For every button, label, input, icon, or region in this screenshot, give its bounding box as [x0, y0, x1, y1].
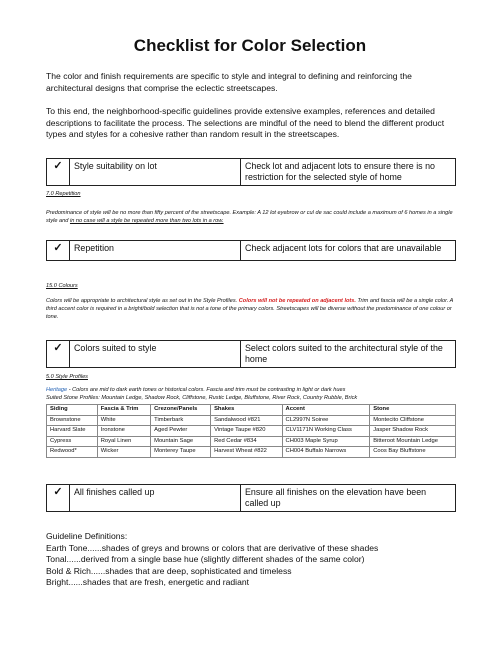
column-header: Crezone/Panels: [151, 405, 211, 416]
checklist-action: Check lot and adjacent lots to ensure there is no restriction for the selected style of home: [241, 159, 456, 186]
table-cell: Coos Bay Bluffstone: [370, 447, 456, 458]
column-header: Fascia & Trim: [97, 405, 150, 416]
intro-paragraph-1: The color and finish requirements are specific to style and integral to defining and reinforcing the architectural designs that comprise the eclectic streetscapes.: [46, 71, 412, 93]
checklist-label: All finishes called up: [70, 485, 241, 512]
section-heading-profiles: 5.0 Style Profiles: [46, 374, 88, 380]
checklist-row-repetition: [46, 240, 456, 261]
checklist-action: Ensure all finishes on the elevation have been called up: [241, 485, 456, 512]
table-cell: Vintage Taupe #820: [211, 426, 282, 437]
section-heading-colours: 15.0 Colours: [46, 283, 78, 289]
table-cell: Harvest Wheat #822: [211, 447, 282, 458]
table-body: [47, 415, 456, 457]
repetition-note: [46, 209, 458, 225]
table-row: [47, 436, 456, 447]
table-cell: CH004 Buffalo Narrows: [282, 447, 370, 458]
definition-item: Tonal......derived from a single base hue (slightly different shades of the same color): [46, 554, 365, 565]
guideline-definitions: [46, 531, 466, 589]
colours-note: [46, 297, 458, 321]
heritage-note: [46, 387, 458, 402]
check-mark-icon: ✓: [47, 241, 70, 261]
repetition-text-underlined: in no case will a style be repeated more than two lots in a row.: [69, 218, 224, 224]
table-cell: Sandalwood #821: [211, 415, 282, 426]
definitions-heading: Guideline Definitions:: [46, 531, 128, 541]
colours-text-cont: Trim and fascia will be a single color. A third accent color is required in a bright/bold selection that is not a tone of the primary colors. Streetscapes will be diverse without the predominance of one colour or tone.: [46, 298, 454, 320]
table-cell: Montecito Cliffstone: [370, 415, 456, 426]
table-row: [47, 426, 456, 437]
table-cell: Red Cedar #834: [211, 436, 282, 447]
checklist-action: Check adjacent lots for colors that are unavailable: [241, 241, 456, 261]
table-cell: Redwood*: [47, 447, 98, 458]
table-cell: Timberbark: [151, 415, 211, 426]
table-cell: Brownstone: [47, 415, 98, 426]
definition-item: Bold & Rich......shades that are deep, sophisticated and timeless: [46, 565, 292, 576]
table-cell: Harvard Slate: [47, 426, 98, 437]
table-cell: White: [97, 415, 150, 426]
section-heading-repetition: 7.0 Repetition: [46, 191, 81, 197]
repetition-text: Predominance of style will be no more than fifty percent of the streetscape. Example: A 12 lot eyebrow or cul de sac could include a maximum of 6 homes in a single style and: [46, 210, 453, 224]
table-row: [47, 447, 456, 458]
table-cell: Monterey Taupe: [151, 447, 211, 458]
style-profiles-table: [46, 404, 456, 458]
checklist-label: Repetition: [70, 241, 241, 261]
checklist-row-style: [46, 158, 456, 186]
column-header: Accent: [282, 405, 370, 416]
column-header: Siding: [47, 405, 98, 416]
colours-text: Colors will be appropriate to architectural style as set out in the Style Profiles.: [46, 298, 239, 304]
table-row: [47, 415, 456, 426]
definition-item: Bright......shades that are fresh, energetic and radiant: [46, 577, 250, 588]
table-cell: Mountain Sage: [151, 436, 211, 447]
colours-warning: Colors will not be repeated on adjacent lots.: [238, 298, 356, 304]
stone-profiles-text: Suited Stone Profiles: Mountain Ledge, Shadow Rock, Cliffstone, Rustic Ledge, Bluffstone, River Rock, Country Rubble, Brick: [46, 394, 358, 401]
heritage-label: Heritage: [46, 387, 68, 393]
table-cell: Aged Pewter: [151, 426, 211, 437]
intro-paragraph-2: To this end, the neighborhood-specific guidelines provide extensive examples, references and detailed descriptions to facilitate the process. The selections are mindful of the need to blend the different product types and styles for a cohesive rather than random result in the streetscapes.: [46, 106, 445, 139]
table-cell: CL2997N Soiree: [282, 415, 370, 426]
table-header-row: [47, 405, 456, 416]
checklist-row-finishes: [46, 484, 456, 512]
table-cell: Royal Linen: [97, 436, 150, 447]
column-header: Stone: [370, 405, 456, 416]
definition-item: Earth Tone......shades of greys and browns or colors that are derivative of these shades: [46, 542, 379, 553]
table-cell: Cypress: [47, 436, 98, 447]
table-cell: Bitteroot Mountain Ledge: [370, 436, 456, 447]
table-cell: Ironstone: [97, 426, 150, 437]
heritage-text: - Colors are mid to dark earth tones or historical colors. Fascia and trim must be contrasting in light or dark hues: [67, 387, 346, 393]
checklist-row-colors: [46, 340, 456, 368]
table-cell: Wicker: [97, 447, 150, 458]
check-mark-icon: ✓: [47, 485, 70, 512]
table-cell: CLV1171N Working Class: [282, 426, 370, 437]
checklist-action: Select colors suited to the architectural style of the home: [241, 341, 456, 368]
check-mark-icon: ✓: [47, 159, 70, 186]
table-cell: Jasper Shadow Rock: [370, 426, 456, 437]
page-title: Checklist for Color Selection: [133, 36, 367, 55]
check-mark-icon: ✓: [47, 341, 70, 368]
table-cell: CH003 Maple Syrup: [282, 436, 370, 447]
checklist-label: Style suitability on lot: [70, 159, 241, 186]
column-header: Shakes: [211, 405, 282, 416]
checklist-label: Colors suited to style: [70, 341, 241, 368]
